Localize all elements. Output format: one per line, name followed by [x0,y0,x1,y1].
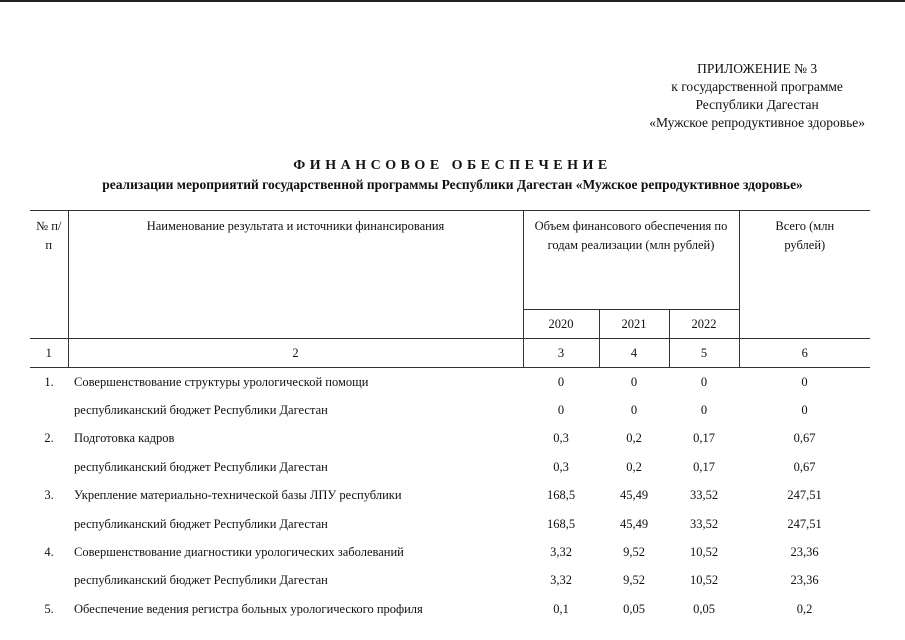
row-value-2021: 45,49 [619,488,649,503]
document-subtitle: реализации мероприятий государственной программы Республики Дагестан «Мужское репродуктивное здоровье» [102,177,803,192]
header-name: Наименование результата и источники финансирования [68,211,523,339]
row-total: 0,67 [793,431,816,446]
header-total [739,211,870,339]
row-name: Обеспечение ведения регистра больных урологического профиля [74,601,423,616]
row-index [30,396,68,424]
column-number-6: 6 [739,339,870,368]
table-row [30,396,870,424]
table-row [30,595,870,623]
row-index: 4. [44,545,54,560]
row-total: 247,51 [787,488,822,503]
row-value-2021: 9,52 [623,545,645,560]
row-value-2022: 0 [700,374,708,389]
row-total: 0 [801,374,808,389]
column-number-4: 4 [599,339,669,368]
appendix-line-3: Республики Дагестан [695,97,819,112]
row-name: республиканский бюджет Республики Дагестан [74,459,328,474]
row-value-2021: 45,49 [619,516,649,531]
header-volume [523,211,739,310]
header-volume-label: Объем финансового обеспечения по годам реализации (млн рублей) [534,219,728,252]
row-index: 2. [44,431,54,446]
header-number [30,211,68,339]
row-value-2020: 3,32 [550,545,572,560]
table-row [30,538,870,566]
financing-table [30,210,870,624]
row-value-2020: 0 [557,374,565,389]
row-name: Совершенствование диагностики урологических заболеваний [74,545,404,560]
row-total: 23,36 [790,545,819,560]
row-index [30,453,68,481]
row-total: 247,51 [787,516,822,531]
header-year-2022: 2022 [669,310,739,339]
row-name: Подготовка кадров [74,431,175,446]
header-number-label: № п/п [36,219,62,252]
appendix-line-1: ПРИЛОЖЕНИЕ № 3 [697,61,818,76]
column-number-2: 2 [68,339,523,368]
appendix-line-2: к государственной программе [671,79,843,94]
document-title: ФИНАНСОВОЕ ОБЕСПЕЧЕНИЕ [293,158,612,173]
row-value-2021: 0,05 [623,601,645,616]
row-value-2020: 168,5 [546,516,576,531]
row-value-2020: 168,5 [546,488,576,503]
table-row [30,482,870,510]
row-value-2021: 0 [630,403,638,418]
header-total-label: Всего (млн рублей) [775,219,835,252]
row-index: 3. [44,488,54,503]
row-name: Укрепление материально-технической базы ЛПУ республики [74,488,402,503]
row-total: 0,67 [793,459,816,474]
row-name: Совершенствование структуры урологической помощи [74,374,369,389]
header-year-2020: 2020 [523,310,599,339]
header-year-2021: 2021 [599,310,669,339]
row-value-2021: 9,52 [623,573,645,588]
row-index: 5. [44,601,54,616]
row-value-2020: 3,32 [550,573,572,588]
row-value-2022: 33,52 [689,488,719,503]
row-index: 1. [44,374,54,389]
row-index [30,567,68,595]
row-value-2021: 0,2 [626,459,642,474]
appendix-block [649,60,865,132]
table-row [30,567,870,595]
row-value-2022: 33,52 [689,516,719,531]
row-value-2021: 0 [630,374,638,389]
table-row [30,510,870,538]
row-total: 0 [801,403,808,418]
row-name: республиканский бюджет Республики Дагестан [74,403,328,418]
column-number-1: 1 [30,339,68,368]
table-body [30,368,870,624]
top-border-line [0,0,905,2]
row-value-2022: 10,52 [689,545,719,560]
row-name: республиканский бюджет Республики Дагестан [74,516,328,531]
row-value-2022: 0,17 [693,431,715,446]
row-value-2021: 0,2 [626,431,642,446]
row-value-2022: 10,52 [689,573,719,588]
row-value-2020: 0,1 [553,601,569,616]
row-name: республиканский бюджет Республики Дагестан [74,573,328,588]
table-row [30,368,870,397]
row-value-2020: 0 [557,403,565,418]
row-total: 23,36 [790,573,819,588]
appendix-line-4: «Мужское репродуктивное здоровье» [649,115,865,130]
table-row [30,425,870,453]
row-value-2022: 0,05 [693,601,715,616]
column-number-3: 3 [523,339,599,368]
row-value-2020: 0,3 [553,459,569,474]
row-value-2022: 0 [700,403,708,418]
table-row [30,453,870,481]
column-number-5: 5 [669,339,739,368]
row-value-2020: 0,3 [553,431,569,446]
row-total: 0,2 [796,601,813,616]
row-index [30,510,68,538]
row-value-2022: 0,17 [693,459,715,474]
